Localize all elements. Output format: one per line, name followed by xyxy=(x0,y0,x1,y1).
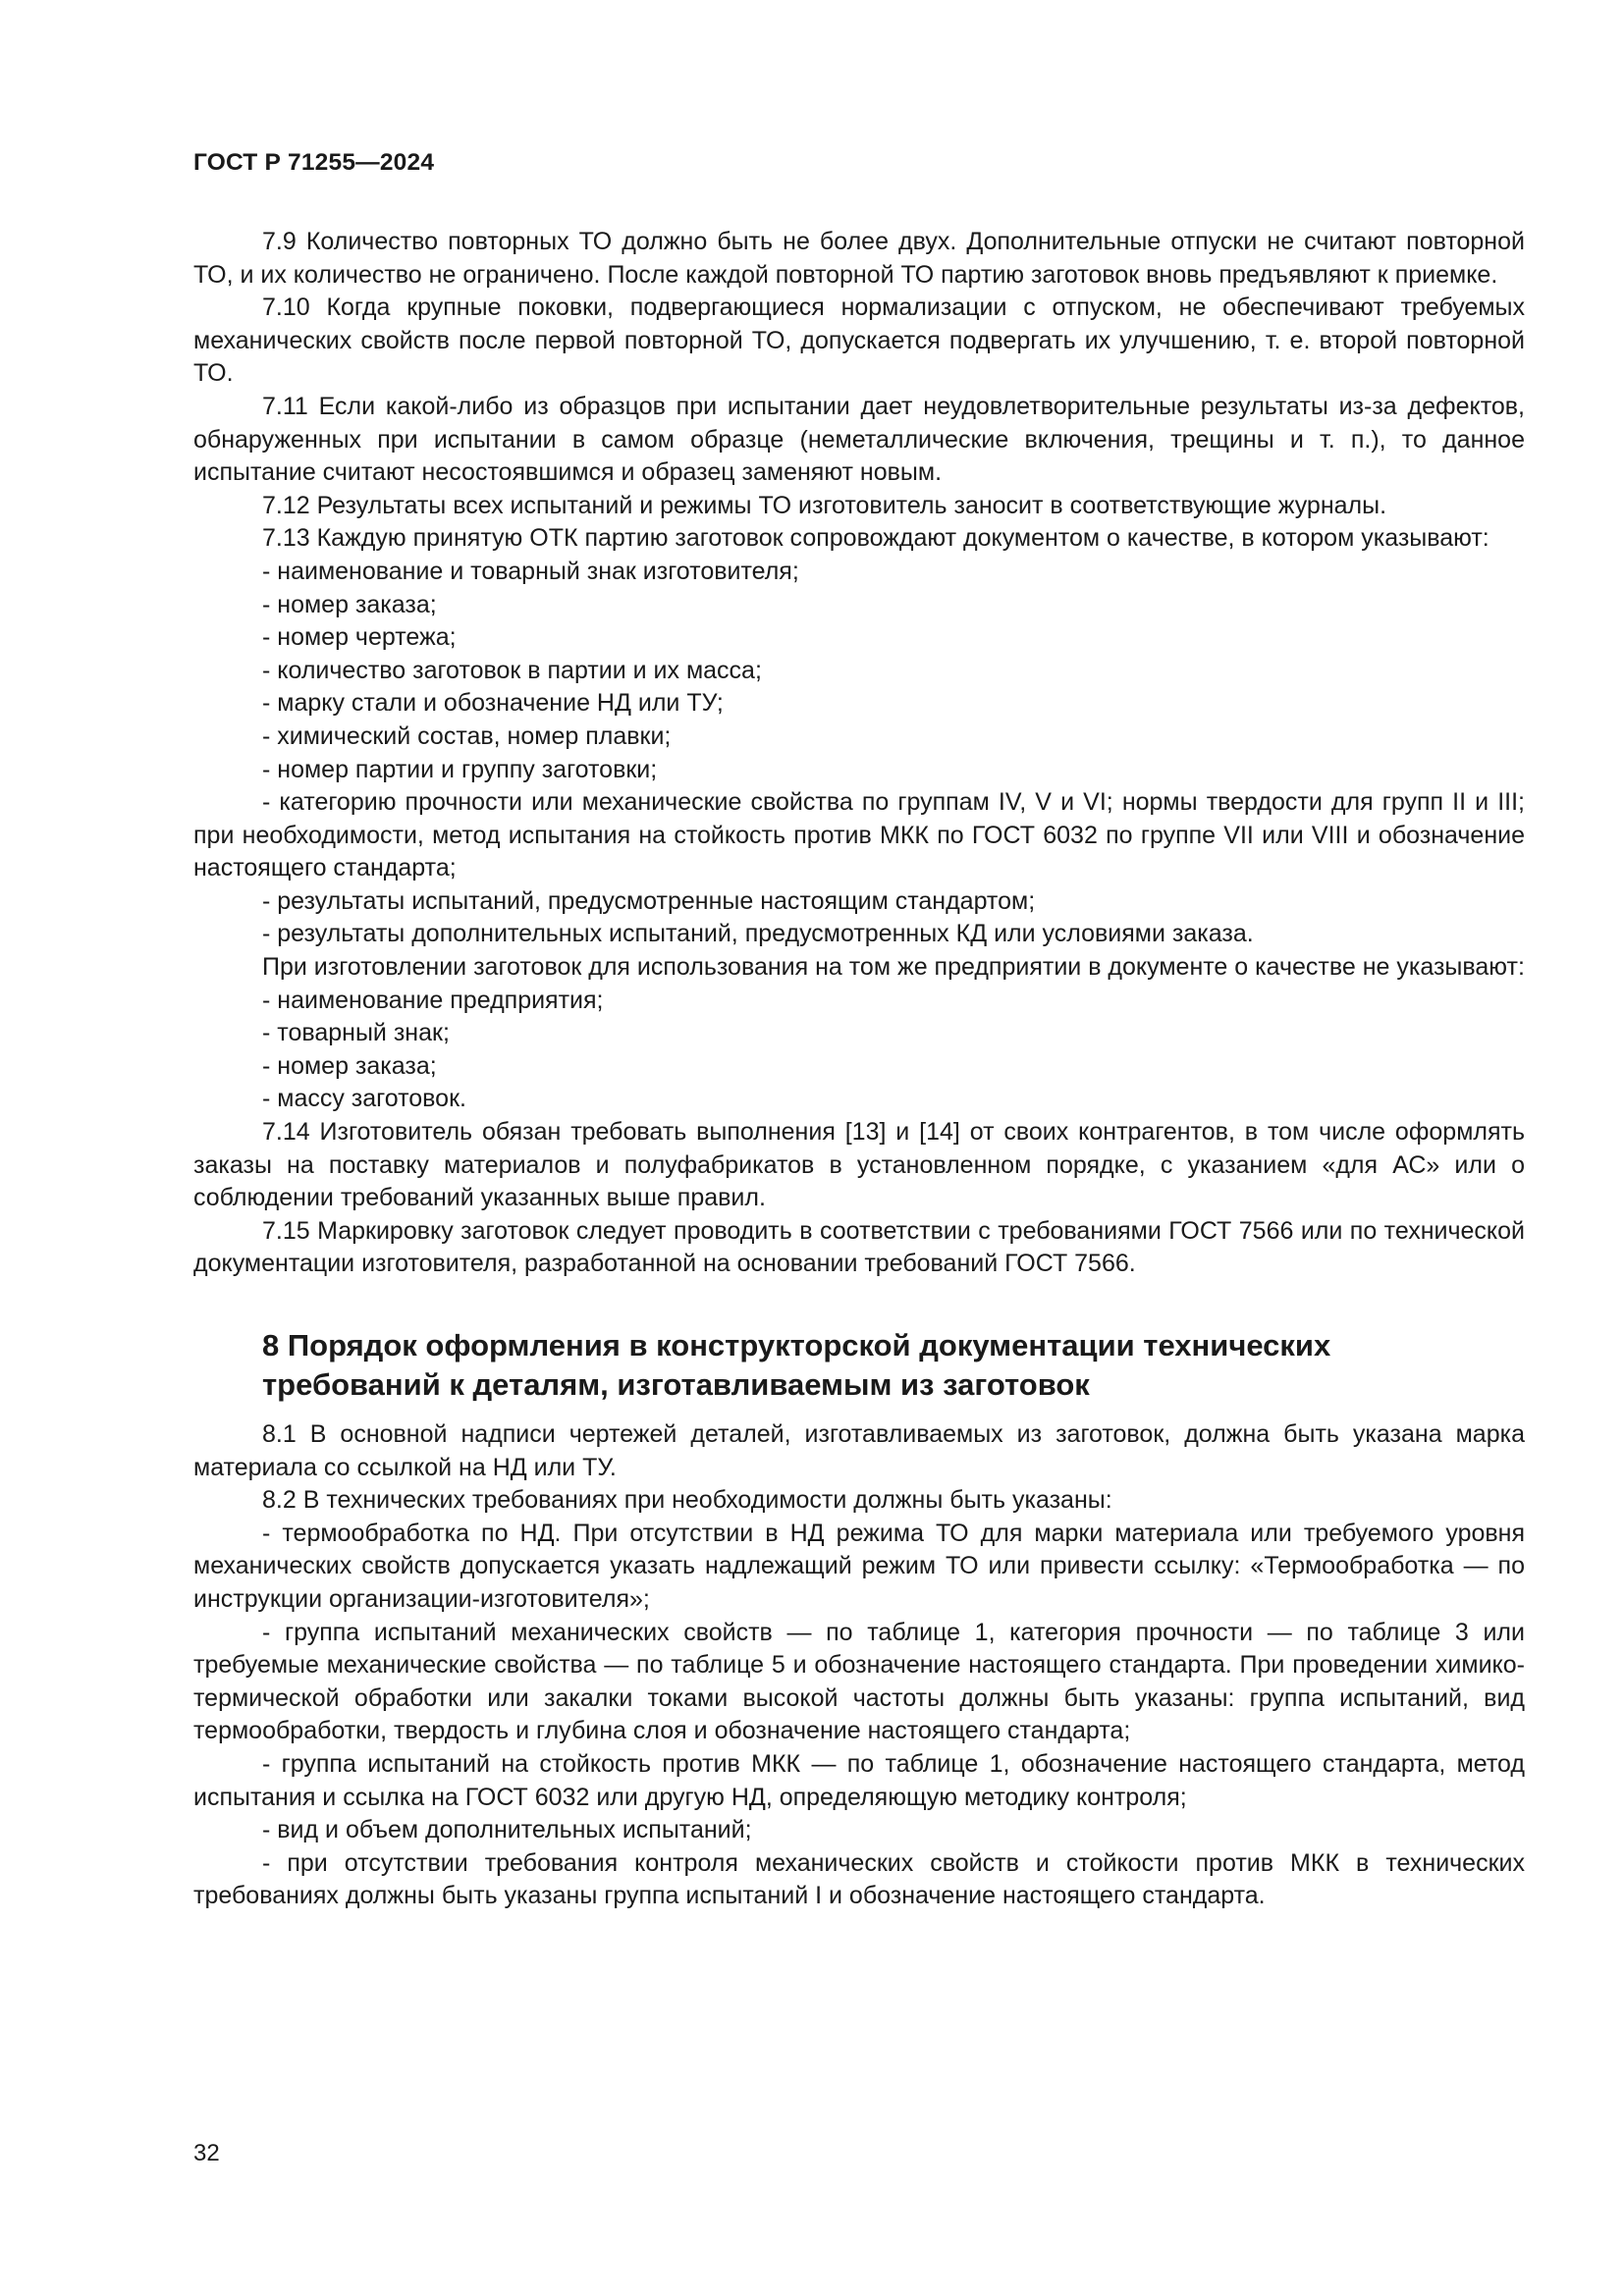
list-item: - химический состав, номер плавки; xyxy=(262,721,672,750)
paragraph-7-14: 7.14 Изготовитель обязан требовать выполнения [13] и [14] от своих контрагентов, в том числе оформлять заказы на поставку материалов и полуфабрикатов в установленном порядке, с указанием «для АС» или о соблюдении требований указанных выше правил. xyxy=(193,1118,1525,1212)
paragraph-7-11: 7.11 Если какой-либо из образцов при испытании дает неудовлетворительные результаты из-за дефектов, обнаруженных при испытании в самом образце (неметаллические включения, трещины и т. п.), то данное испытание считают несостоявшимся и образец заменяют новым. xyxy=(193,392,1525,487)
list-item: - товарный знак; xyxy=(262,1019,450,1047)
section-8-title: 8 Порядок оформления в конструкторской документации технических требований к деталям, изготавливаемым из заготовок xyxy=(262,1328,1331,1402)
document-body xyxy=(193,226,1525,1913)
page-number: 32 xyxy=(193,2140,220,2166)
list-item: - наименование и товарный знак изготовителя; xyxy=(262,557,799,585)
paragraph-8-2: 8.2 В технических требованиях при необходимости должны быть указаны: xyxy=(262,1486,1112,1515)
list-item: - марку стали и обозначение НД или ТУ; xyxy=(262,689,724,718)
paragraph-7-13: 7.13 Каждую принятую ОТК партию заготовок сопровождают документом о качестве, в котором указывают: xyxy=(262,524,1489,553)
list-item: - термообработка по НД. При отсутствии в НД режима ТО для марки материала или требуемого уровня механических свойств допускается указать надлежащий режим ТО или привести ссылку: «Термообработка — по инструкции организации-изготовителя»; xyxy=(193,1519,1525,1613)
list-item: - результаты испытаний, предусмотренные настоящим стандартом; xyxy=(262,886,1036,915)
list-item: - количество заготовок в партии и их масса; xyxy=(262,656,762,684)
list-item: - номер чертежа; xyxy=(262,623,457,652)
list-item: - группа испытаний механических свойств — по таблице 1, категория прочности — по таблице 3 или требуемые механические свойства — по таблице 5 и обозначение настоящего стандарта. При проведении химико-термической обработки или закалки токами высокой частоты должны быть указаны: группа испытаний, вид термообработки, твердость и глубина слоя и обозначение настоящего стандарта; xyxy=(193,1618,1525,1745)
list-item: - номер заказа; xyxy=(262,590,437,618)
paragraph-internal-use: При изготовлении заготовок для использования на том же предприятии в документе о качестве не указывают: xyxy=(262,953,1525,982)
paragraph-7-12: 7.12 Результаты всех испытаний и режимы ТО изготовитель заносит в соответствующие журналы. xyxy=(262,491,1387,519)
paragraph-7-9: 7.9 Количество повторных ТО должно быть не более двух. Дополнительные отпуски не считают повторной ТО, и их количество не ограничено. После каждой повторной ТО партию заготовок вновь предъявляют к приемке. xyxy=(193,228,1525,289)
document-header: ГОСТ Р 71255—2024 xyxy=(193,149,435,176)
list-item: - наименование предприятия; xyxy=(262,986,604,1014)
paragraph-7-10: 7.10 Когда крупные поковки, подвергающиеся нормализации с отпуском, не обеспечивают требуемых механических свойств после первой повторной ТО, допускается подвергать их улучшению, т. е. второй повторной ТО. xyxy=(193,294,1525,388)
list-item: - массу заготовок. xyxy=(262,1085,466,1113)
list-item: - вид и объем дополнительных испытаний; xyxy=(262,1816,752,1844)
list-item: - при отсутствии требования контроля механических свойств и стойкости против МКК в технических требованиях должны быть указаны группа испытаний I и обозначение настоящего стандарта. xyxy=(193,1848,1525,1910)
paragraph-7-15: 7.15 Маркировку заготовок следует проводить в соответствии с требованиями ГОСТ 7566 или по технической документации изготовителя, разработанной на основании требований ГОСТ 7566. xyxy=(193,1216,1525,1278)
list-item: - категорию прочности или механические свойства по группам IV, V и VI; нормы твердости для групп II и III; при необходимости, метод испытания на стойкость против МКК по ГОСТ 6032 по группе VII или VIII и обозначение настоящего стандарта; xyxy=(193,788,1525,882)
list-item: - номер заказа; xyxy=(262,1051,437,1080)
paragraph-8-1: 8.1 В основной надписи чертежей деталей, изготавливаемых из заготовок, должна быть указана марка материала со ссылкой на НД или ТУ. xyxy=(193,1420,1525,1481)
list-item: - номер партии и группу заготовки; xyxy=(262,755,658,783)
list-item: - результаты дополнительных испытаний, предусмотренных КД или условиями заказа. xyxy=(262,920,1254,948)
list-item: - группа испытаний на стойкость против МКК — по таблице 1, обозначение настоящего стандарта, метод испытания и ссылка на ГОСТ 6032 или другую НД, определяющую методику контроля; xyxy=(193,1749,1525,1811)
